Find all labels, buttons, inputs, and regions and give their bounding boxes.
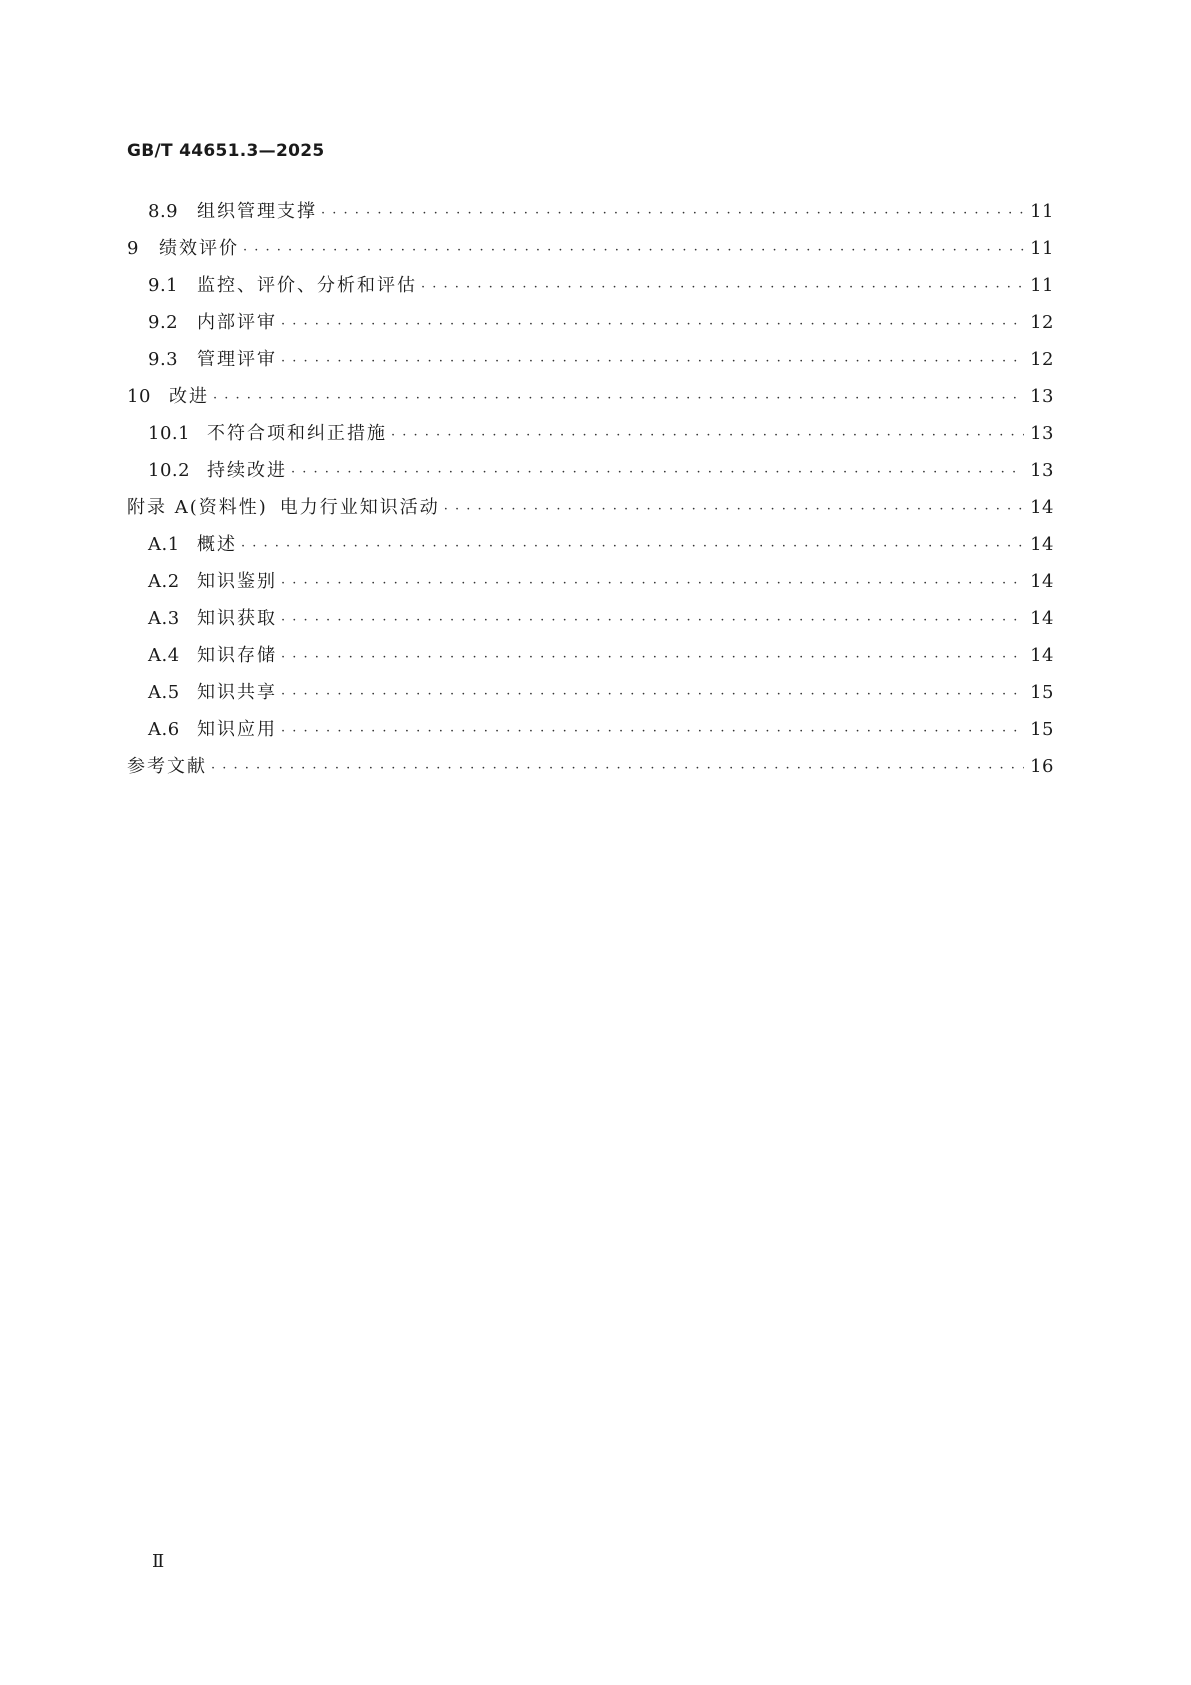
- toc-entry-page: 14: [1030, 497, 1054, 518]
- toc-entry-references[interactable]: [127, 748, 1054, 785]
- toc-entry-page: 15: [1030, 682, 1054, 703]
- toc-entry-page: 13: [1030, 386, 1054, 407]
- toc-entry-number: 9.1: [148, 275, 179, 296]
- toc-entry-number: 10.1: [148, 423, 191, 444]
- toc-entry-a-1[interactable]: [127, 526, 1054, 563]
- toc-entry-10-1[interactable]: [127, 415, 1054, 452]
- toc-entry-title: 不符合项和纠正措施: [207, 423, 387, 444]
- toc-entry-number: 9.3: [148, 349, 179, 370]
- dot-leader: [321, 195, 1024, 232]
- toc-entry-title: 改进: [169, 386, 209, 407]
- toc-entry-a-5[interactable]: [127, 674, 1054, 711]
- toc-entry-a-3[interactable]: [127, 600, 1054, 637]
- dot-leader: [281, 565, 1024, 602]
- toc-entry-title: 知识鉴别: [197, 571, 277, 592]
- toc-entry-a-2[interactable]: [127, 563, 1054, 600]
- dot-leader: [391, 417, 1024, 454]
- toc-entry-title: 管理评审: [197, 349, 277, 370]
- toc-entry-title: 电力行业知识活动: [279, 497, 440, 518]
- toc-entry-title: 参考文献: [127, 756, 207, 777]
- toc-entry-number: A.5: [148, 682, 180, 703]
- dot-leader: [241, 528, 1024, 565]
- toc-entry-number: A.1: [148, 534, 180, 555]
- toc-entry-title: 知识获取: [197, 608, 277, 629]
- toc-entry-number: 10: [127, 386, 151, 407]
- toc-entry-9-3[interactable]: [127, 341, 1054, 378]
- toc-entry-number: A.4: [148, 645, 180, 666]
- toc-entry-number: 8.9: [148, 201, 179, 222]
- toc-entry-title: 组织管理支撑: [197, 201, 317, 222]
- toc-entry-number: 10.2: [148, 460, 191, 481]
- toc-entry-page: 13: [1030, 460, 1054, 481]
- toc-entry-number: 9.2: [148, 312, 179, 333]
- dot-leader: [213, 380, 1024, 417]
- toc-entry-page: 15: [1030, 719, 1054, 740]
- toc-entry-page: 13: [1030, 423, 1054, 444]
- toc-entry-9[interactable]: [127, 230, 1054, 267]
- toc-entry-number: A.3: [148, 608, 180, 629]
- toc-entry-page: 14: [1030, 608, 1054, 629]
- toc-entry-title: 知识应用: [197, 719, 277, 740]
- toc-entry-number: A.6: [148, 719, 180, 740]
- toc-entry-title: 知识共享: [197, 682, 277, 703]
- dot-leader: [281, 676, 1024, 713]
- toc-entry-9-2[interactable]: [127, 304, 1054, 341]
- toc-entry-page: 16: [1030, 756, 1054, 777]
- toc-entry-10[interactable]: [127, 378, 1054, 415]
- toc-entry-10-2[interactable]: [127, 452, 1054, 489]
- dot-leader: [444, 491, 1024, 528]
- toc-entry-appendix-a[interactable]: [127, 489, 1054, 526]
- toc-entry-page: 14: [1030, 534, 1054, 555]
- toc-entry-title: 概述: [197, 534, 237, 555]
- toc-entry-title: 知识存储: [197, 645, 277, 666]
- dot-leader: [421, 269, 1024, 306]
- standard-code-header: GB/T 44651.3—2025: [127, 141, 325, 161]
- dot-leader: [281, 343, 1024, 380]
- dot-leader: [291, 454, 1024, 491]
- toc-entry-page: 11: [1030, 275, 1054, 296]
- toc-entry-page: 12: [1030, 349, 1054, 370]
- toc-entry-a-6[interactable]: [127, 711, 1054, 748]
- dot-leader: [281, 639, 1024, 676]
- dot-leader: [281, 306, 1024, 343]
- page-number-footer: Ⅱ: [152, 1551, 165, 1572]
- toc-entry-page: 12: [1030, 312, 1054, 333]
- toc-entry-page: 14: [1030, 571, 1054, 592]
- toc-entry-title: 监控、评价、分析和评估: [197, 275, 417, 296]
- toc-entry-title: 内部评审: [197, 312, 277, 333]
- toc-entry-number: 9: [127, 238, 139, 259]
- toc-entry-8-9[interactable]: [127, 193, 1054, 230]
- toc-entry-title: 绩效评价: [159, 238, 239, 259]
- table-of-contents: [127, 193, 1054, 785]
- toc-entry-a-4[interactable]: [127, 637, 1054, 674]
- toc-entry-9-1[interactable]: [127, 267, 1054, 304]
- dot-leader: [281, 602, 1024, 639]
- toc-entry-page: 11: [1030, 201, 1054, 222]
- toc-entry-page: 11: [1030, 238, 1054, 259]
- dot-leader: [211, 750, 1024, 787]
- toc-entry-title: 持续改进: [207, 460, 287, 481]
- toc-entry-number: 附录 A(资料性): [127, 497, 268, 518]
- toc-entry-page: 14: [1030, 645, 1054, 666]
- dot-leader: [281, 713, 1024, 750]
- toc-entry-number: A.2: [148, 571, 180, 592]
- dot-leader: [243, 232, 1024, 269]
